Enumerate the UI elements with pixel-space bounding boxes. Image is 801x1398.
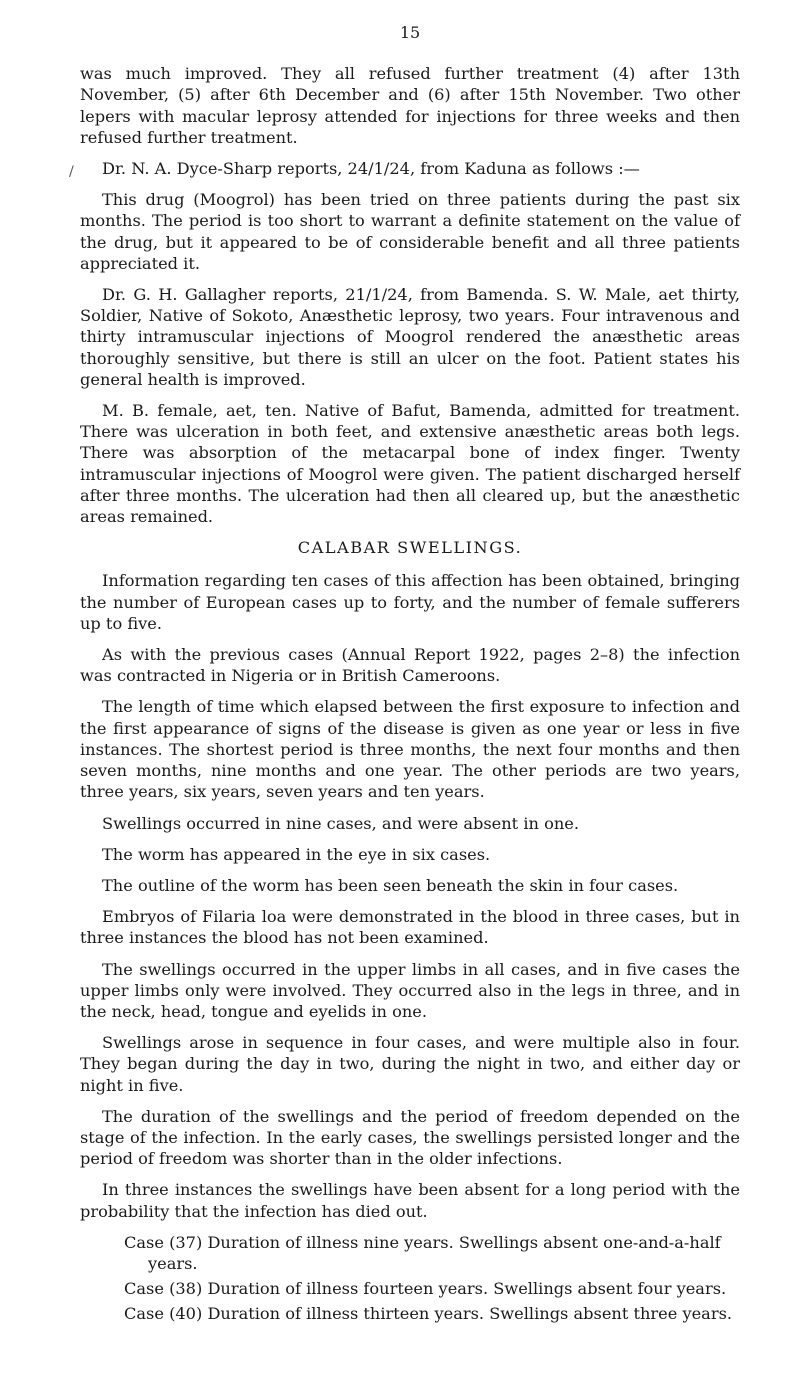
margin-mark: / bbox=[69, 164, 74, 180]
paragraph-13: The swellings occurred in the upper limbs in all cases, and in five cases the upper limbs only were involved. They occurred also in the legs in three, and in the neck, head, tongue and eyelids in one. bbox=[80, 959, 740, 1021]
document-page bbox=[69, 22, 740, 1329]
page-number: 15 bbox=[399, 23, 421, 42]
paragraph-8: The length of time which elapsed between the first exposure to infection and the first appearance of signs of the disease is given as one year or less in five instances. The shortest period is three months, the next four months and then seven months, nine months and one year. The other periods are two years, three years, six years, seven years and ten years. bbox=[80, 697, 740, 802]
paragraph-9: Swellings occurred in nine cases, and were absent in one. bbox=[102, 813, 579, 833]
paragraph-3: This drug (Moogrol) has been tried on three patients during the past six months. The period is too short to warrant a definite statement on the value of the drug, but it appeared to be of considerable benefit and all three patients appreciated it. bbox=[80, 190, 740, 273]
paragraph-1: was much improved. They all refused further treatment (4) after 13th November, (5) after 6th December and (6) after 15th November. Two other lepers with macular leprosy attended for injections for three weeks and then refused further treatment. bbox=[80, 64, 740, 147]
paragraph-2: Dr. N. A. Dyce-Sharp reports, 24/1/24, from Kaduna as follows :— bbox=[102, 159, 640, 179]
case-item: Case (37) Duration of illness nine years. Swellings absent one-and-a-half years. bbox=[124, 1232, 721, 1273]
paragraph-15: The duration of the swellings and the period of freedom depended on the stage of the infection. In the early cases, the swellings persisted longer and the period of freedom was shorter than in the older infections. bbox=[80, 1106, 740, 1169]
paragraph-14: Swellings arose in sequence in four cases, and were multiple also in four. They began during the day in two, during the night in two, and either day or night in five. bbox=[80, 1033, 740, 1095]
paragraph-6: Information regarding ten cases of this affection has been obtained, bringing the number of European cases up to forty, and the number of female sufferers up to five. bbox=[80, 571, 740, 633]
paragraph-4: Dr. G. H. Gallagher reports, 21/1/24, from Bamenda. S. W. Male, aet thirty, Soldier, Native of Sokoto, Anæsthetic leprosy, two years. Four intravenous and thirty intramuscular injections of Moogrol rendered the anæsthetic areas thoroughly sensitive, but there is still an ulcer on the foot. Patient states his general health is improved. bbox=[80, 285, 740, 389]
paragraph-10: The worm has appeared in the eye in six cases. bbox=[102, 844, 491, 864]
paragraph-7: As with the previous cases (Annual Report 1922, pages 2–8) the infection was contracted in Nigeria or in British Cameroons. bbox=[80, 645, 740, 686]
paragraph-5: M. B. female, aet, ten. Native of Bafut, Bamenda, admitted for treatment. There was ulceration in both feet, and extensive anæsthetic areas both legs. There was absorption of the metacarpal bone of index finger. Twenty intramuscular injections of Moogrol were given. The patient discharged herself after three months. The ulceration had then all cleared up, but the anæsthetic areas remained. bbox=[80, 401, 740, 527]
case-item: Case (38) Duration of illness fourteen years. Swellings absent four years. bbox=[124, 1279, 727, 1299]
paragraph-11: The outline of the worm has been seen beneath the skin in four cases. bbox=[102, 875, 679, 895]
case-item: Case (40) Duration of illness thirteen years. Swellings absent three years. bbox=[124, 1304, 733, 1324]
section-heading: CALABAR SWELLINGS. bbox=[297, 538, 523, 558]
paragraph-12: Embryos of Filaria loa were demonstrated in the blood in three cases, but in three instances the blood has not been examined. bbox=[80, 907, 740, 948]
paragraph-16: In three instances the swellings have been absent for a long period with the probability that the infection has died out. bbox=[80, 1180, 740, 1221]
